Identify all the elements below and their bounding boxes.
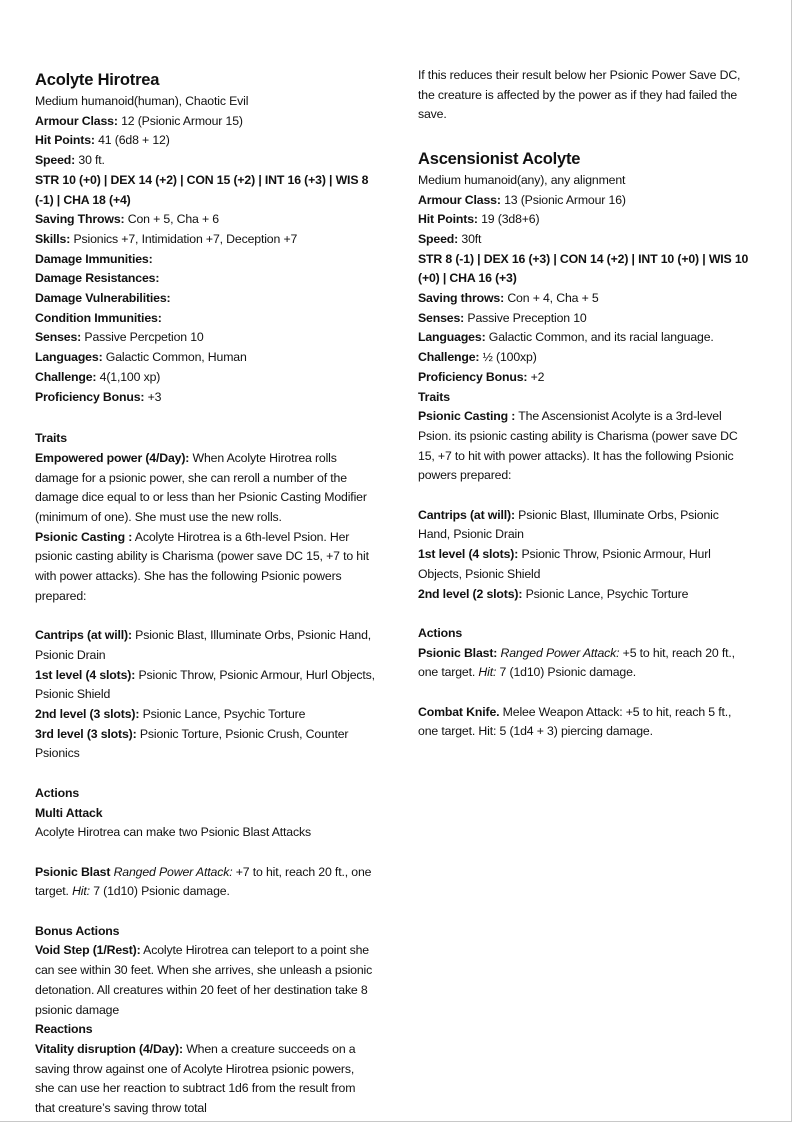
powers-cantrips: Cantrips (at will): Psionic Blast, Illuminate Orbs, Psionic Hand, Psionic Drain	[35, 628, 372, 662]
right-column	[418, 66, 754, 742]
saving-throws: Saving Throws: Con + 5, Cha + 6	[35, 212, 219, 227]
actions-heading: Actions	[35, 785, 80, 800]
challenge: Challenge: ½ (100xp)	[418, 350, 537, 365]
ability-scores: STR 8 (-1) | DEX 16 (+3) | CON 14 (+2) | INT 10 (+0) | WIS 10 (+0) | CHA 16 (+3)	[418, 251, 749, 286]
speed: Speed: 30ft	[418, 231, 482, 246]
proficiency-bonus: Proficiency Bonus: +3	[35, 389, 162, 404]
senses: Senses: Passive Preception 10	[418, 310, 587, 325]
speed: Speed: 30 ft.	[35, 153, 105, 168]
ability-scores: STR 10 (+0) | DEX 14 (+2) | CON 15 (+2) | INT 16 (+3) | WIS 8 (-1) | CHA 18 (+4)	[35, 172, 369, 207]
saving-throws: Saving throws: Con + 4, Cha + 5	[418, 291, 599, 306]
challenge: Challenge: 4(1,100 xp)	[35, 369, 161, 384]
creature-type: Medium humanoid(human), Chaotic Evil	[35, 94, 249, 108]
skills: Skills: Psionics +7, Intimidation +7, Deception +7	[35, 231, 298, 246]
continuation-text: If this reduces their result below her Psionic Power Save DC, the creature is affected by the power as if they had failed the save.	[418, 68, 741, 122]
action-psionic-blast: Psionic Blast: Ranged Power Attack: +5 to hit, reach 20 ft., one target. Hit: 7 (1d10) Psionic damage.	[418, 645, 735, 680]
trait-psionic-casting: Psionic Casting : Acolyte Hirotrea is a 6th-level Psion. Her psionic casting ability is Charisma (power save DC 15, +7 to hit with power attacks). She has the following Psionic powers prepared:	[35, 529, 369, 603]
damage-vulnerabilities: Damage Vulnerabilities:	[35, 291, 171, 306]
multiattack-text: Acolyte Hirotrea can make two Psionic Blast Attacks	[35, 825, 311, 840]
languages: Languages: Galactic Common, and its racial language.	[418, 330, 714, 345]
creature-type: Medium humanoid(any), any alignment	[418, 172, 626, 187]
damage-immunities: Damage Immunities:	[35, 251, 153, 266]
powers-level-3: 3rd level (3 slots): Psionic Torture, Psionic Crush, Counter Psionics	[35, 726, 349, 761]
creature-name: Ascensionist Acolyte	[418, 149, 581, 168]
damage-resistances: Damage Resistances:	[35, 271, 160, 286]
senses: Senses: Passive Percpetion 10	[35, 330, 204, 345]
reactions-heading: Reactions	[35, 1022, 93, 1037]
trait-empowered-power: Empowered power (4/Day): When Acolyte Hirotrea rolls damage for a psionic power, she can reroll a number of the damage dice equal to or less than her Psionic Casting Modifier (minimum of one). She must use the new rolls.	[35, 450, 367, 525]
armour-class: Armour Class: 12 (Psionic Armour 15)	[35, 113, 243, 128]
trait-psionic-casting: Psionic Casting : The Ascensionist Acolyte is a 3rd-level Psion. its psionic casting ability is Charisma (power save DC 15, +7 to hit with power attacks). It has the following Psionic powers prepared:	[418, 409, 738, 483]
hit-points: Hit Points: 19 (3d8+6)	[418, 212, 540, 227]
action-combat-knife: Combat Knife. Melee Weapon Attack: +5 to hit, reach 5 ft., one target. Hit: 5 (1d4 + 3) piercing damage.	[418, 704, 732, 739]
traits-heading: Traits	[418, 389, 450, 404]
bonus-actions-heading: Bonus Actions	[35, 923, 120, 938]
powers-level-1: 1st level (4 slots): Psionic Throw, Psionic Armour, Hurl Objects, Psionic Shield	[35, 667, 375, 702]
traits-heading: Traits	[35, 431, 67, 446]
bonus-void-step: Void Step (1/Rest): Acolyte Hirotrea can teleport to a point she can see within 30 feet. When she arrives, she unleash a psionic detonation. All creatures within 20 feet of her destination take 8 psionic damage	[35, 943, 373, 1017]
hit-points: Hit Points: 41 (6d8 + 12)	[35, 133, 170, 148]
multiattack-heading: Multi Attack	[35, 805, 103, 820]
powers-level-2: 2nd level (3 slots): Psionic Lance, Psychic Torture	[35, 707, 306, 722]
left-column	[35, 66, 375, 1119]
armour-class: Armour Class: 13 (Psionic Armour 16)	[418, 192, 626, 207]
powers-level-2: 2nd level (2 slots): Psionic Lance, Psychic Torture	[418, 586, 689, 601]
action-psionic-blast: Psionic Blast Ranged Power Attack: +7 to hit, reach 20 ft., one target. Hit: 7 (1d10) Psionic damage.	[35, 864, 372, 899]
powers-cantrips: Cantrips (at will): Psionic Blast, Illuminate Orbs, Psionic Hand, Psionic Drain	[418, 507, 719, 542]
creature-name: Acolyte Hirotrea	[35, 71, 160, 89]
proficiency-bonus: Proficiency Bonus: +2	[418, 369, 545, 384]
reaction-vitality-disruption: Vitality disruption (4/Day): When a creature succeeds on a saving throw against one of Acolyte Hirotrea psionic powers, she can use her reaction to subtract 1d6 from the result from that creature’s saving throw total	[35, 1041, 356, 1116]
languages: Languages: Galactic Common, Human	[35, 350, 247, 365]
condition-immunities: Condition Immunities:	[35, 310, 162, 325]
actions-heading: Actions	[418, 625, 463, 640]
powers-level-1: 1st level (4 slots): Psionic Throw, Psionic Armour, Hurl Objects, Psionic Shield	[418, 547, 711, 581]
